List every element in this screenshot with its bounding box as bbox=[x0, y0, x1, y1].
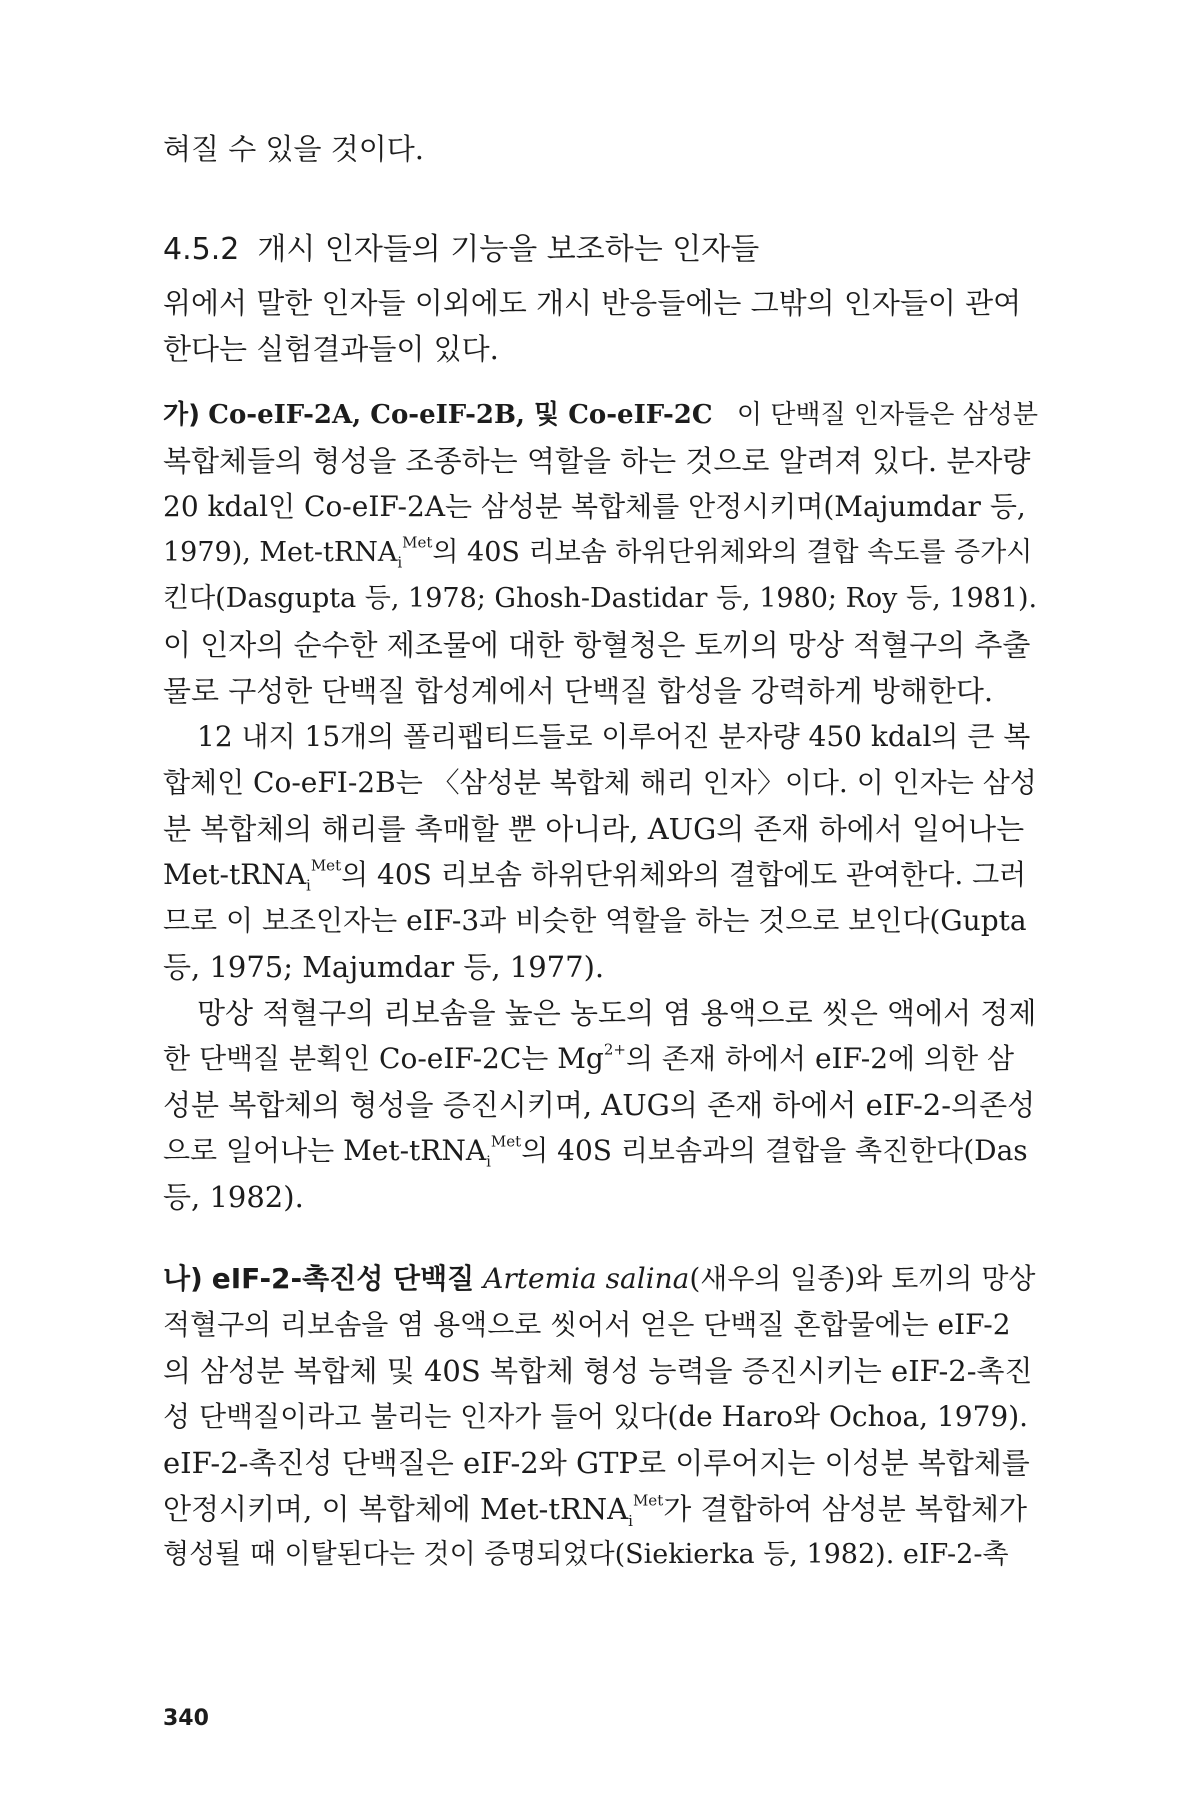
text-line: 므로 이 보조인자는 eIF-3과 비슷한 역할을 하는 것으로 보인다(Gupta bbox=[163, 904, 1027, 937]
text-line: 위에서 말한 인자들 이외에도 개시 반응들에는 그밖의 인자들이 관여 bbox=[163, 286, 1022, 320]
text-line: 망상 적혈구의 리보솜을 높은 농도의 염 용액으로 씻은 액에서 정제 bbox=[197, 996, 1037, 1030]
section-title: 개시 인자들의 기능을 보조하는 인자들 bbox=[257, 232, 760, 267]
text-line: 12 내지 15개의 폴리펩티드들로 이루어진 분자량 450 kdal의 큰 복 bbox=[197, 720, 1031, 753]
subsection-ga-heading: 가) Co-eIF-2A, Co-eIF-2B, 및 Co-eIF-2C 이 단백질 인자들은 삼성분 bbox=[163, 400, 1038, 430]
text-line: eIF-2-촉진성 단백질은 eIF-2와 GTP로 이루어지는 이성분 복합체를 bbox=[163, 1446, 1030, 1480]
page-number: 340 bbox=[163, 1706, 209, 1731]
subsection-na-heading: 나) eIF-2-촉진성 단백질 Artemia salina(새우의 일종)와 토끼의 망상 bbox=[163, 1262, 1036, 1295]
text-line: 으로 일어나는 Met-tRNA$_i^{Met}$의 40S 리보솜과의 결합을 촉진한다(Das bbox=[163, 1132, 1028, 1171]
text-line: 안정시키며, 이 복합체에 Met-tRNA$_i^{Met}$가 결합하여 삼성분 복합체가 bbox=[163, 1491, 1028, 1530]
text-line: 적혈구의 리보솜을 염 용액으로 씻어서 얻은 단백질 혼합물에는 eIF-2 bbox=[163, 1308, 1011, 1341]
subsection-title: eIF-2-촉진성 단백질 bbox=[211, 1262, 475, 1295]
text-line: 한다는 실험결과들이 있다. bbox=[163, 332, 499, 366]
text-line: 분 복합체의 해리를 촉매할 뿐 아니라, AUG의 존재 하에서 일어나는 bbox=[163, 812, 1025, 846]
text-line: 복합체들의 형성을 조종하는 역할을 하는 것으로 알려져 있다. 분자량 bbox=[163, 444, 1031, 478]
text-line: 등, 1982). bbox=[163, 1180, 304, 1214]
factor-names: Co-eIF-2A, Co-eIF-2B, 및 Co-eIF-2C bbox=[208, 400, 713, 430]
text-line: 이 인자의 순수한 제조물에 대한 항혈청은 토끼의 망상 적혈구의 추출 bbox=[163, 628, 1031, 662]
text-line: 성 단백질이라고 불리는 인자가 들어 있다(de Haro와 Ochoa, 1979). bbox=[163, 1400, 1029, 1433]
text-line: 1979), Met-tRNA$_i^{Met}$의 40S 리보솜 하위단위체와의 결합 속도를 증가시 bbox=[163, 533, 1033, 572]
species-name: Artemia salina bbox=[483, 1262, 690, 1295]
text-line: Met-tRNA$_i^{Met}$의 40S 리보솜 하위단위체와의 결합에도 관여한다. 그러 bbox=[163, 856, 1027, 895]
subsection-label: 나) bbox=[163, 1262, 203, 1295]
section-number: 4.5.2 bbox=[163, 232, 240, 267]
text-line: 형성될 때 이탈된다는 것이 증명되었다(Siekierka 등, 1982). eIF-2-촉 bbox=[163, 1539, 1009, 1570]
text-line: 등, 1975; Majumdar 등, 1977). bbox=[163, 950, 605, 984]
text-line: 의 삼성분 복합체 및 40S 복합체 형성 능력을 증진시키는 eIF-2-촉진 bbox=[163, 1354, 1033, 1388]
text-line: 성분 복합체의 형성을 증진시키며, AUG의 존재 하에서 eIF-2-의존성 bbox=[163, 1088, 1036, 1122]
subsection-label: 가) bbox=[163, 400, 200, 430]
text-line: 물로 구성한 단백질 합성계에서 단백질 합성을 강력하게 방해한다. bbox=[163, 674, 994, 708]
text-line: 20 kdal인 Co-eIF-2A는 삼성분 복합체를 안정시키며(Majumdar 등, bbox=[163, 490, 1026, 523]
text-line: 킨다(Dasgupta 등, 1978; Ghosh-Dastidar 등, 1980; Roy 등, 1981). bbox=[163, 583, 1038, 614]
intro-line: 혀질 수 있을 것이다. bbox=[163, 132, 424, 166]
text-line: 한 단백질 분획인 Co-eIF-2C는 $Mg^{2+}$의 존재 하에서 eIF-2에 의한 삼 bbox=[163, 1040, 1015, 1075]
section-heading bbox=[163, 232, 759, 268]
text-line: 합체인 Co-eFI-2B는 〈삼성분 복합체 해리 인자〉이다. 이 인자는 삼성 bbox=[163, 766, 1037, 799]
